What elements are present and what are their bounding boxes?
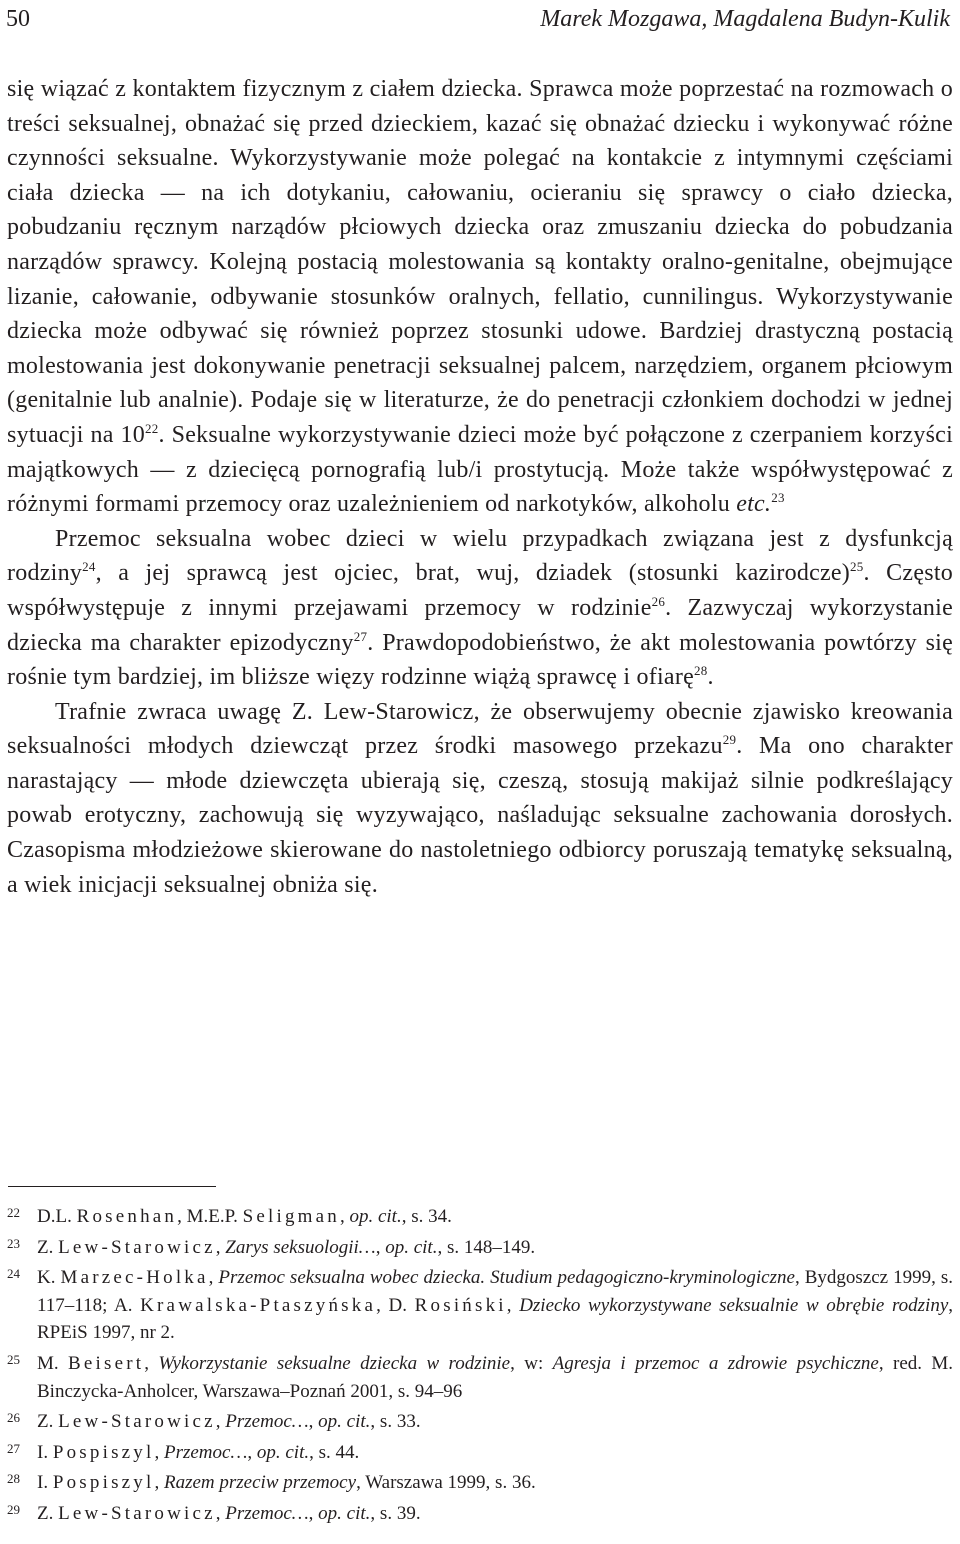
- author-initials: M.: [37, 1352, 59, 1374]
- footnote-ref-27[interactable]: 27: [353, 628, 368, 644]
- footnote-ref-25[interactable]: 25: [850, 559, 864, 575]
- paragraph-3: [7, 695, 953, 903]
- text-run: . Często współwystępuje z innymi przejawami przemocy w rodzinie: [7, 560, 953, 621]
- text-run: ,: [308, 1411, 314, 1433]
- text-run: ,: [144, 1352, 150, 1374]
- footnote-number: 27: [7, 1440, 20, 1456]
- footnote-27: [7, 1439, 953, 1467]
- footnote-number: 26: [7, 1410, 20, 1426]
- author-name: Marzec-Holka: [60, 1267, 209, 1289]
- footnote-number: 25: [7, 1351, 20, 1367]
- citation-title: Razem przeciw przemocy: [163, 1472, 357, 1494]
- footnote-ref-24[interactable]: 24: [82, 559, 96, 575]
- text-run: , s. 44.: [309, 1441, 360, 1463]
- footnote-28: [7, 1469, 953, 1497]
- running-head-authors: Marek Mozgawa, Magdalena Budyn-Kulik: [540, 6, 950, 32]
- citation-title: op. cit.: [385, 1236, 438, 1258]
- author-name: Rosenhan: [76, 1206, 178, 1227]
- citation-title: Agresja i przemoc a zdrowie psychiczne: [552, 1352, 879, 1374]
- page-header: [6, 2, 950, 36]
- citation-title: Zarys seksuologii…: [225, 1236, 376, 1258]
- text-run: ,: [308, 1502, 314, 1524]
- text-run-italic: etc.: [736, 491, 772, 518]
- text-run: ,: [339, 1206, 345, 1227]
- text-run: . Zazwyczaj wykorzystanie dziecka ma charakter epizodyczny: [7, 594, 953, 656]
- text-run: ,: [215, 1502, 221, 1524]
- footnote-26: [7, 1408, 953, 1436]
- citation-title: op. cit.: [256, 1441, 310, 1463]
- text-run: ,: [208, 1267, 214, 1289]
- citation-title: Przemoc seksualna wobec dziecka. Studium pedagogiczno-kryminologiczne: [218, 1267, 795, 1289]
- author-initials: I.: [37, 1441, 49, 1463]
- footnote-23: [7, 1234, 953, 1262]
- text-run: , s. 148–149.: [437, 1236, 536, 1258]
- text-run: się wiązać z kontaktem fizycznym z ciałem dziecka. Sprawca może poprzestać na rozmowach o treści seksualnej, obnażać się przed dzieckiem, kazać się obnażać dziecku i wykonywać różne czynności seksualne. Wykorzystywanie może polegać na kontakcie z intymnymi częściami ciała dziecka — na ich dotykaniu, całowaniu, ocieraniu się sprawcy o ciało dziecka, pobudzaniu ręcznym narządów płciowych dziecka oraz zmuszaniu dziecka do pobudzania narządów sprawcy. Kolejną postacią molestowania są kontakty oralno-genitalne, obejmujące lizanie, całowanie, odbywanie stosunków oralnych, fellatio, cunnilingus. Wykorzystywanie dziecka może odbywać się również poprzez stosunki udowe. Bardziej drastyczną postacią molestowania jest dokonywanie penetracji seksualnej palcem, narzędziem, organem płciowym (genitalnie lub analnie). Podaje się w literaturze, że do penetracji członkiem dochodzi w jednej sytuacji na 10: [7, 76, 953, 448]
- author-name: Lew-Starowicz: [58, 1236, 216, 1258]
- footnote-29: [7, 1500, 953, 1528]
- footnote-ref-29[interactable]: 29: [722, 732, 737, 748]
- footnote-24: [7, 1264, 953, 1347]
- text-run: ,: [154, 1441, 160, 1463]
- text-run: , Bydgoszcz 1999, s. 117–118; A.: [37, 1267, 954, 1316]
- citation-title: Dziecko wykorzystywane seksualnie w obrębie rodziny: [519, 1294, 949, 1316]
- paragraph-2: [7, 522, 953, 695]
- text-run: , M.E.P.: [177, 1206, 238, 1227]
- author-name: Pospiszyl: [52, 1441, 155, 1463]
- text-run: , w:: [510, 1352, 544, 1374]
- citation-title: Wykorzystanie seksualne dziecka w rodzinie: [158, 1352, 511, 1374]
- footnote-ref-23[interactable]: 23: [771, 490, 785, 506]
- footnote-number: 29: [7, 1501, 20, 1517]
- footnote-ref-28[interactable]: 28: [693, 663, 708, 679]
- footnotes: [7, 1203, 953, 1531]
- author-name: Beisert: [68, 1352, 145, 1374]
- author-initials: Z.: [37, 1411, 54, 1433]
- footnote-25: [7, 1350, 953, 1405]
- footnote-ref-26[interactable]: 26: [651, 593, 666, 609]
- page-number: 50: [6, 6, 30, 32]
- footnote-ref-22[interactable]: 22: [145, 420, 159, 436]
- text-run: ,: [154, 1472, 160, 1494]
- footnote-number: 28: [7, 1471, 20, 1487]
- author-name: Seligman: [242, 1206, 340, 1227]
- text-run: , Warszawa 1999, s. 36.: [356, 1472, 536, 1494]
- author-name: Lew-Starowicz: [58, 1502, 216, 1524]
- footnote-separator: [8, 1186, 216, 1187]
- author-initials: Z.: [37, 1236, 54, 1258]
- text-run: ,: [215, 1236, 221, 1258]
- author-initials: Z.: [37, 1502, 54, 1524]
- text-run: , D.: [376, 1294, 407, 1316]
- text-run: , s. 34.: [401, 1206, 452, 1227]
- citation-title: op. cit.: [318, 1502, 371, 1524]
- footnote-22: [7, 1203, 953, 1231]
- text-run: , a jej sprawcą jest ojciec, brat, wuj, dziadek (stosunki kazirodcze): [95, 560, 851, 587]
- author-initials: D.L.: [37, 1206, 72, 1227]
- text-run: , red. M. Binczycka-Anholcer, Warszawa–Poznań 2001, s. 94–96: [37, 1352, 954, 1402]
- author-initials: I.: [37, 1472, 49, 1494]
- author-name: Krawalska-Ptaszyńska: [140, 1294, 377, 1316]
- text-run: ,: [506, 1294, 512, 1316]
- citation-title: Przemoc…: [225, 1411, 309, 1433]
- author-name: Rosiński: [414, 1294, 507, 1316]
- citation-title: op. cit.: [349, 1206, 402, 1227]
- text-run: .: [707, 664, 714, 691]
- footnote-number: 22: [7, 1205, 20, 1220]
- citation-title: Przemoc…: [225, 1502, 309, 1524]
- footnote-number: 24: [7, 1266, 20, 1282]
- text-run: . Ma ono charakter narastający — młode dziewczęta ubierają się, czeszą, stosują makijaż silnie podkreślający powab erotyczny, zachowują się wyzywająco, naśladując seksualne zachowania dorosłych. Czasopisma młodzieżowe skierowane do nastoletniego odbiorcy poruszają tematykę seksualną, a wiek inicjacji seksualnej obniża się.: [7, 733, 953, 898]
- text-run: ,: [247, 1441, 253, 1463]
- text-run: , s. 39.: [370, 1502, 421, 1524]
- text-run: , s. 33.: [370, 1411, 421, 1433]
- body-text: [7, 72, 953, 902]
- author-name: Lew-Starowicz: [58, 1411, 216, 1433]
- citation-title: op. cit.: [318, 1411, 371, 1433]
- footnote-number: 23: [7, 1235, 20, 1251]
- author-name: Pospiszyl: [52, 1472, 155, 1494]
- text-run: Trafnie zwraca uwagę Z. Lew-Starowicz, że obserwujemy obecnie zjawisko kreowania seksualności młodych dziewcząt przez środki masowego przekazu: [7, 698, 953, 760]
- citation-title: Przemoc…: [163, 1441, 248, 1463]
- text-run: ,: [375, 1236, 381, 1258]
- text-run: , RPEiS 1997, nr 2.: [37, 1294, 954, 1344]
- paragraph-1: [7, 72, 953, 522]
- author-initials: K.: [37, 1267, 56, 1289]
- text-run: ,: [215, 1411, 221, 1433]
- text-run: Przemoc seksualna wobec dzieci w wielu przypadkach związana jest z dysfunkcją rodziny: [7, 525, 953, 587]
- text-run: . Seksualne wykorzystywanie dzieci może być połączone z czerpaniem korzyści majątkowych — z dziecięcą pornografią lub/i prostytucją. Może także współwystępować z różnymi formami przemocy oraz uzależnieniem od narkotyków, alkoholu: [7, 421, 953, 518]
- text-run: . Prawdopodobieństwo, że akt molestowania powtórzy się rośnie tym bardziej, im bliższe więzy rodzinne wiążą sprawcę i ofiarę: [7, 629, 953, 691]
